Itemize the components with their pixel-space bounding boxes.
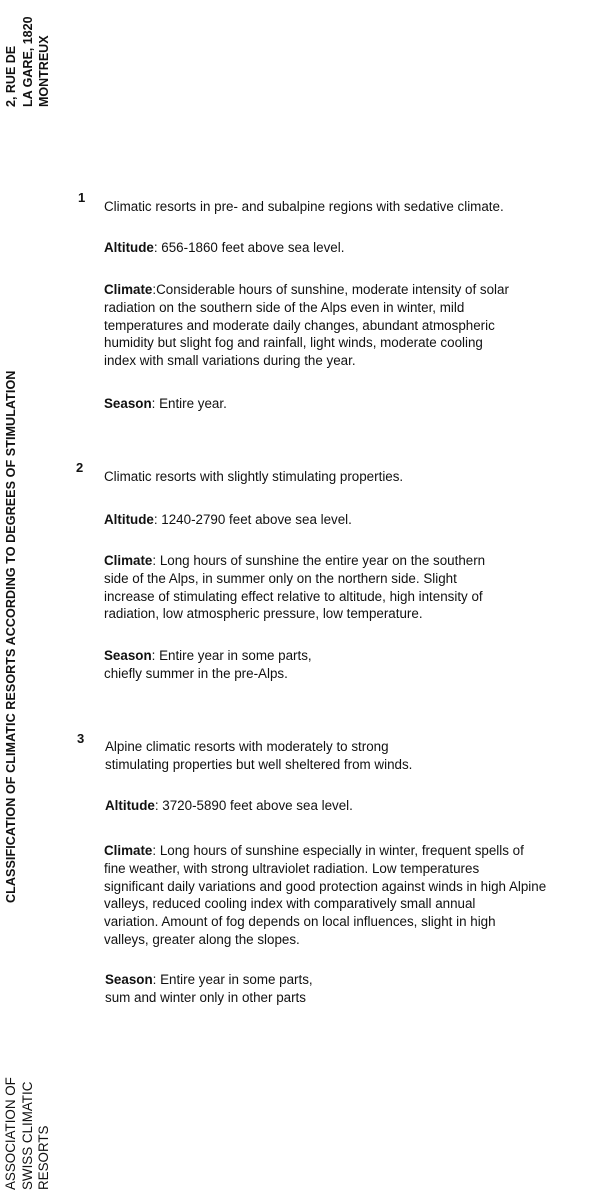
season-label: Season [104,648,152,663]
altitude-value: : 3720-5890 feet above sea level. [154,798,353,813]
season-text-line: : Entire year in some parts, [151,648,312,663]
altitude-label: Altitude [104,240,154,255]
climate-text-line: fine weather, with strong ultraviolet radiation. Low temperatures [104,860,480,876]
climate-text-line: :Considerable hours of sunshine, moderate intensity of solar [152,282,509,297]
intro-line: Climatic resorts with slightly stimulating properties. [104,469,404,484]
climate-text-line: : Long hours of sunshine the entire year on the southern [152,553,486,568]
climate-paragraph [104,552,485,623]
association-line: SWISS CLIMATIC [19,1081,35,1190]
climate-text-line: variation. Amount of fog depends on local influences, slight in high [104,914,496,930]
intro-line: Climatic resorts in pre- and subalpine regions with sedative climate. [104,199,504,214]
climate-text-line: humidity but slight fog and rainfall, light winds, moderate cooling [104,335,483,351]
climate-text-line: side of the Alps, in summer only on the northern side. Slight [104,570,457,586]
season-text-line: chiefly summer in the pre-Alps. [104,665,288,681]
climate-text-line: radiation, low atmospheric pressure, low temperature. [104,606,423,622]
altitude-value: : 656-1860 feet above sea level. [153,240,345,255]
climate-text-line: radiation on the southern side of the Alps even in winter, mild [104,299,465,315]
climate-paragraph [104,281,509,370]
intro-line: stimulating properties but well sheltered from winds. [105,756,413,772]
section-number: 2 [76,460,84,475]
section-intro [104,468,403,486]
season-text-line: : Entire year in some parts, [152,972,313,987]
climate-text-line: index with small variations during the year. [104,353,356,369]
altitude-paragraph [105,797,353,815]
intro-line: Alpine climatic resorts with moderately to strong [105,739,389,754]
climate-text-line: valleys, greater along the slopes. [104,931,300,947]
association-line: RESORTS [36,1125,51,1190]
document-title: CLASSIFICATION OF CLIMATIC RESORTS ACCORDING TO DEGREES OF STIMULATION [4,370,18,903]
climate-text-line: temperatures and moderate daily changes, abundant atmospheric [104,317,495,333]
association-name [3,1077,53,1190]
altitude-value: : 1240-2790 feet above sea level. [153,512,352,527]
address-block [3,16,53,107]
season-label: Season [105,972,153,987]
season-text-line: sum and winter only in other parts [105,989,306,1005]
climate-paragraph [104,842,546,949]
address-line: MONTREUX [37,35,51,107]
section-intro [104,198,504,216]
section-number: 3 [77,731,85,746]
climate-label: Climate [104,553,153,568]
climate-label: Climate [104,282,153,297]
altitude-label: Altitude [104,512,154,527]
season-text-line: : Entire year. [151,396,227,411]
season-paragraph [104,395,227,413]
season-paragraph [105,971,313,1007]
climate-label: Climate [104,843,153,858]
climate-text-line: increase of stimulating effect relative to altitude, high intensity of [104,588,483,604]
climate-text-line: : Long hours of sunshine especially in winter, frequent spells of [152,843,524,858]
climate-text-line: significant daily variations and good protection against winds in high Alpine [104,878,547,894]
climate-text-line: valleys, reduced cooling index with comparatively small annual [104,896,476,912]
association-line: ASSOCIATION OF [3,1077,18,1190]
section-intro [105,738,412,774]
season-paragraph [104,647,312,683]
address-line: 2, RUE DE [4,45,18,107]
section-number: 1 [78,190,86,205]
altitude-label: Altitude [105,798,155,813]
altitude-paragraph [104,239,344,257]
address-line: LA GARE, 1820 [20,16,35,107]
season-label: Season [104,396,152,411]
altitude-paragraph [104,511,352,529]
